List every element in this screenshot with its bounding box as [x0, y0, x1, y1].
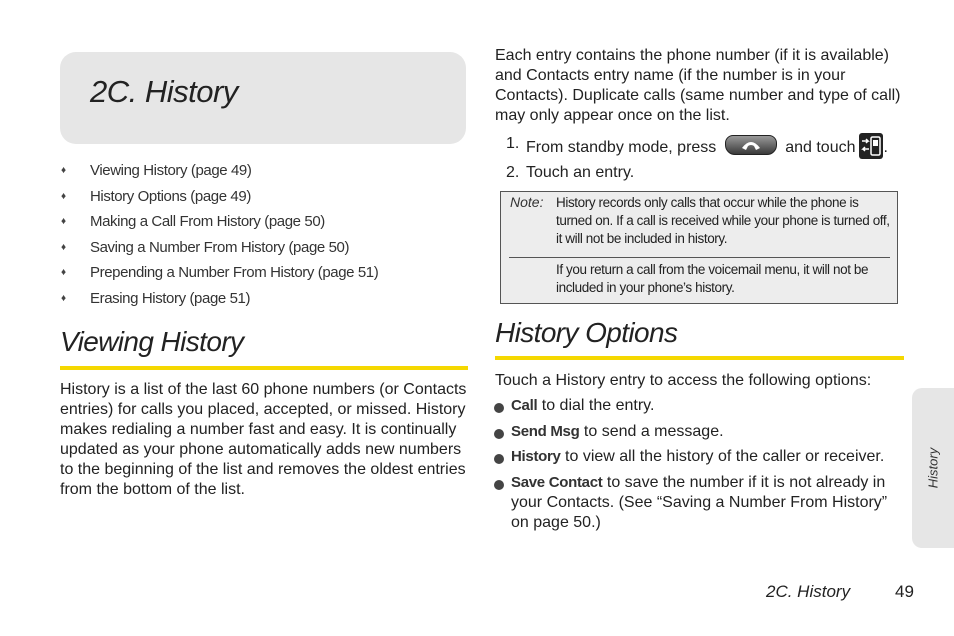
toc-item[interactable] — [60, 237, 470, 263]
diamond-bullet-icon: ♦ — [61, 216, 66, 227]
talk-key-icon — [725, 135, 777, 155]
toc-item-label: Saving a Number From History (page 50) — [90, 238, 350, 256]
diamond-bullet-icon: ♦ — [61, 292, 66, 304]
side-tab-label: History — [925, 447, 941, 489]
viewing-history-heading: Viewing History — [60, 326, 244, 357]
option-item-call — [494, 396, 906, 416]
chapter-header-box — [60, 52, 466, 144]
step-item — [506, 162, 888, 191]
toc-item-label: Viewing History (page 49) — [90, 162, 252, 179]
option-term: Save Contact — [511, 473, 603, 491]
history-icon — [859, 133, 883, 159]
viewing-history-rule — [60, 366, 468, 370]
option-desc: to save the number if it is not already in your Contacts. (See “Saving a Number From History” on page 50.) — [511, 473, 888, 531]
option-term: Call — [511, 397, 538, 414]
toc-item[interactable] — [60, 211, 470, 237]
history-options-heading: History Options — [495, 317, 678, 348]
note-divider — [509, 257, 890, 258]
toc-item[interactable] — [60, 160, 470, 186]
bullet-dot-icon — [494, 480, 504, 490]
section-toc — [60, 160, 470, 313]
toc-item-label: Prepending a Number From History (page 51) — [90, 264, 379, 281]
toc-item-label: Erasing History (page 51) — [90, 289, 251, 307]
diamond-bullet-icon: ♦ — [61, 267, 66, 278]
option-term: History — [511, 448, 561, 465]
note-box — [500, 191, 898, 304]
history-options-intro: Touch a History entry to access the following options: — [495, 372, 872, 389]
diamond-bullet-icon: ♦ — [61, 165, 66, 176]
diamond-bullet-icon: ♦ — [61, 190, 66, 202]
option-item-history — [494, 447, 906, 467]
option-desc: to view all the history of the caller or receiver. — [560, 448, 885, 465]
note-text-1: History records only calls that occur while the phone is turned on. If a call is received while your phone is turned off, it will not be included in history. — [556, 195, 890, 246]
toc-item-label: History Options (page 49) — [90, 187, 251, 205]
options-list — [494, 396, 906, 538]
option-desc: to dial the entry. — [537, 397, 655, 414]
step-item — [506, 133, 888, 162]
step-text-post: . — [883, 139, 888, 156]
history-options-rule — [495, 356, 904, 360]
toc-item[interactable] — [60, 288, 470, 314]
option-term: Send Msg — [511, 422, 580, 440]
footer-section-name: 2C. History — [766, 582, 851, 601]
step-number: 2. — [506, 164, 520, 181]
footer-page-number: 49 — [895, 582, 914, 601]
bullet-dot-icon — [494, 429, 504, 439]
entry-description: Each entry contains the phone number (if it is available) and Contacts entry name (if the number is in your Contacts). Duplicate calls (same number and type of call) may only appear once on the list. — [495, 47, 901, 124]
toc-item-label: Making a Call From History (page 50) — [90, 213, 325, 230]
step-text: Touch an entry. — [526, 164, 635, 181]
step-number: 1. — [506, 135, 520, 152]
diamond-bullet-icon: ♦ — [61, 241, 66, 253]
viewing-history-body: History is a list of the last 60 phone numbers (or Contacts entries) for calls you placed, accepted, or missed. History makes redialing a number fast and easy. It is continually updated as your phone automatically adds new numbers to the beginning of the list and removes the oldest entries from the bottom of the list. — [60, 381, 467, 498]
step-text-pre: From standby mode, press — [526, 139, 717, 156]
step-text-mid: and touch — [785, 139, 856, 156]
toc-item[interactable] — [60, 186, 470, 212]
option-item-save-contact — [494, 473, 906, 533]
bullet-dot-icon — [494, 454, 504, 464]
bullet-dot-icon — [494, 403, 504, 413]
note-label: Note: — [510, 194, 544, 210]
toc-item[interactable] — [60, 262, 470, 288]
side-section-tab[interactable] — [912, 388, 954, 548]
note-text-2: If you return a call from the voicemail menu, it will not be included in your phone’s history. — [556, 262, 869, 295]
chapter-title: 2C. History — [90, 74, 238, 109]
option-item-send-msg — [494, 422, 906, 442]
steps-list — [506, 133, 888, 191]
option-desc: to send a message. — [579, 422, 724, 440]
